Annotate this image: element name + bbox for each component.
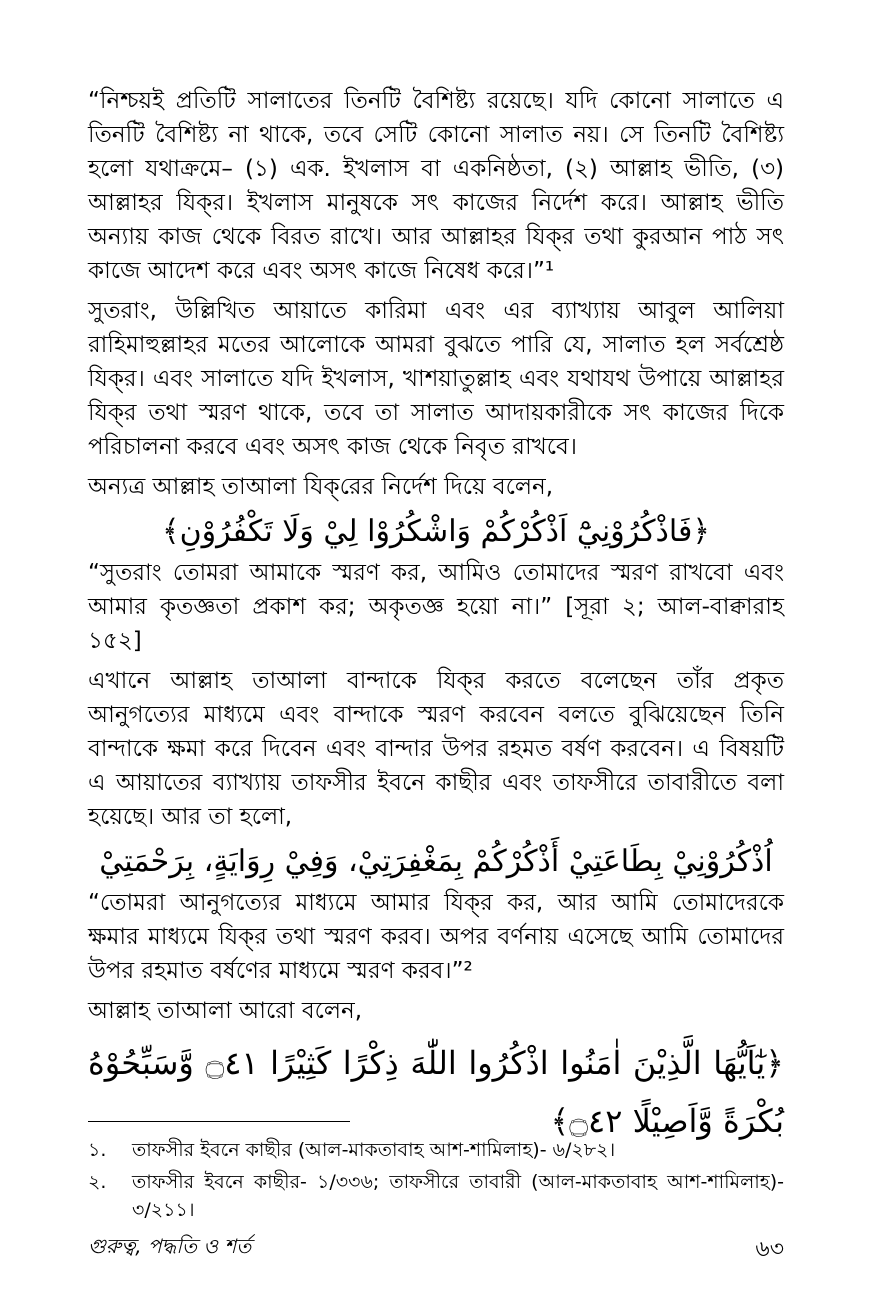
- footnote-text: তাফসীর ইবনে কাছীর- ১/৩৩৬; তাফসীরে তাবারী (আল-মাকতাবাহ আশ-শামিলাহ)- ৩/২১১।: [132, 1171, 784, 1221]
- translation-paragraph: “সুতরাং তোমরা আমাকে স্মরণ কর, আমিও তোমাদের স্মরণ রাখবো এবং আমার কৃতজ্ঞতা প্রকাশ কর; অকৃতজ্ঞ হয়ো না।” [সূরা ২; আল-বাক্বারাহ ১৫২]: [88, 560, 784, 654]
- footnote-number: ২.: [88, 1171, 107, 1193]
- translation-paragraph: “তোমরা আনুগত্যের মাধ্যমে আমার যিক্‌র কর, আর আমি তোমাদেরকে ক্ষমার মাধ্যমে যিক্‌র তথা স্মরণ করব। অপর বর্ণনায় এসেছে আমি তোমাদের উপর রহমাত বর্ষণের মাধ্যমে স্মরণ করব।”²: [88, 890, 784, 984]
- arabic-hadith: اُذْكُرُوْنِيْ بِطَاعَتِيْ أَذْكُرْكُمْ بِمَغْفِرَتِيْ، وَفِيْ رِوَايَةٍ، بِرَحْمَتِيْ: [99, 844, 773, 879]
- body-paragraph: সুতরাং, উল্লিখিত আয়াতে কারিমা এবং এর ব্যাখ্যায় আবুল আলিয়া রাহিমাহুল্লাহর মতের আলোকে আমরা বুঝতে পারি যে, সালাত হল সর্বশ্রেষ্ঠ যিক্‌র। এবং সালাতে যদি ইখলাস, খাশয়াতুল্লাহ এবং যথাযথ উপায়ে আল্লাহর যিক্‌র তথা স্মরণ থাকে, তবে তা সালাত আদায়কারীকে সৎ কাজের দিকে পরিচালনা করবে এবং অসৎ কাজ থেকে নিবৃত রাখবে।: [88, 298, 784, 460]
- body-paragraph: এখানে আল্লাহ তাআলা বান্দাকে যিক্‌র করতে বলেছেন তাঁর প্রকৃত আনুগত্যের মাধ্যমে এবং বান্দাকে স্মরণ করবেন বলতে বুঝিয়েছেন তিনি বান্দাকে ক্ষমা করে দিবেন এবং বান্দার উপর রহমত বর্ষণ করবেন। এ বিষয়টি এ আয়াতের ব্যাখ্যায় তাফসীর ইবনে কাছীর এবং তাফসীরে তাবারীতে বলা হয়েছে। আর তা হলো,: [88, 668, 784, 830]
- arabic-verse: ﴿فَاذْكُرُوْنِيْٓ اَذْكُرْكُمْ وَاشْكُرُوْا لِيْ وَلَا تَكْفُرُوْنِ﴾: [162, 514, 710, 549]
- running-footer: গুরুত্ব, পদ্ধতি ও শর্ত: [88, 1234, 252, 1258]
- footnote-divider: [88, 1121, 350, 1122]
- page-body: [88, 84, 784, 1152]
- quote-paragraph: “নিশ্চয়ই প্রতিটি সালাতের তিনটি বৈশিষ্ট্য রয়েছে। যদি কোনো সালাতে এ তিনটি বৈশিষ্ট্য না থাকে, তবে সেটি কোনো সালাত নয়। সে তিনটি বৈশিষ্ট্য হলো যথাক্রমে– (১) এক. ইখলাস বা একনিষ্ঠতা, (২) আল্লাহ ভীতি, (৩) আল্লাহর যিক্‌র। ইখলাস মানুষকে সৎ কাজের নির্দেশ করে। আল্লাহ ভীতি অন্যায় কাজ থেকে বিরত রাখে। আর আল্লাহর যিক্‌র তথা কুরআন পাঠ সৎ কাজে আদেশ করে এবং অসৎ কাজে নিষেধ করে।”¹: [88, 88, 784, 284]
- footnote: [88, 1168, 784, 1224]
- footnotes: [88, 1136, 784, 1228]
- arabic-verse: ﴿يٰٓاَيُّهَا الَّذِيْنَ اٰمَنُوا اذْكُرُوا اللّٰهَ ذِكْرًا كَثِيْرًا ۝٤١ وَّسَبِّحُوْهُ بُكْرَةً وَّاَصِيْلًا ۝٤٢﴾: [88, 1044, 785, 1140]
- intro-line: অন্যত্র আল্লাহ তাআলা যিক্‌রের নির্দেশ দিয়ে বলেন,: [88, 474, 554, 500]
- footnote: [88, 1136, 784, 1164]
- page-number: ৬৩: [755, 1237, 784, 1262]
- intro-line: আল্লাহ তাআলা আরো বলেন,: [88, 998, 363, 1024]
- footnote-number: ১.: [88, 1139, 107, 1161]
- footnote-text: তাফসীর ইবনে কাছীর (আল-মাকতাবাহ আশ-শামিলাহ)- ৬/২৮২।: [132, 1139, 616, 1161]
